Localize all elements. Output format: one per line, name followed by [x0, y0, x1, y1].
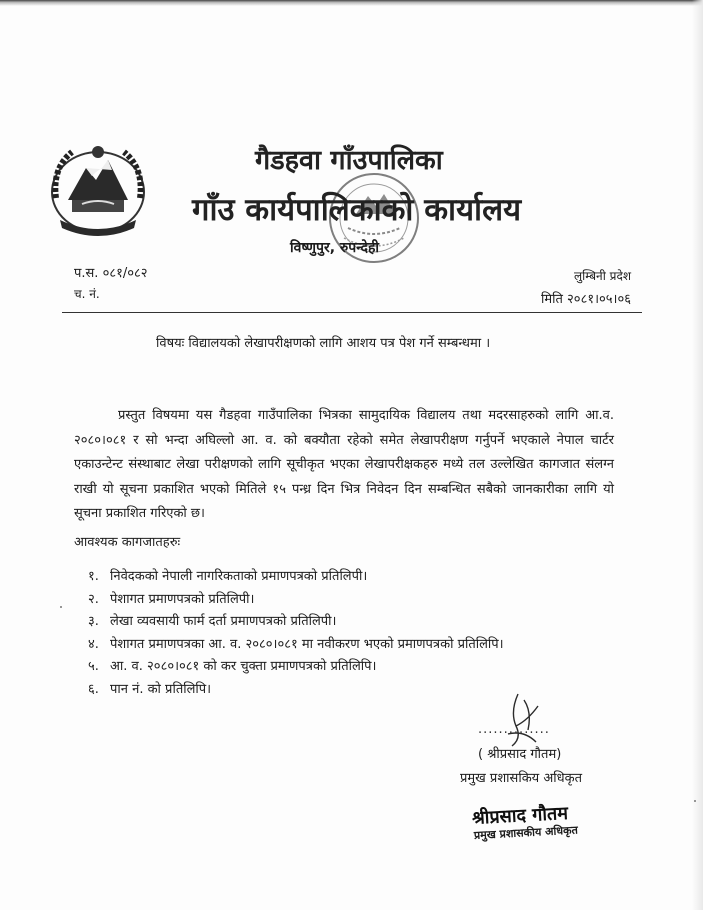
list-item-number: ३. — [88, 614, 99, 630]
required-documents-list — [88, 566, 504, 702]
list-item-number: ६. — [88, 681, 99, 697]
list-item — [88, 656, 504, 679]
letter-date: मिति २०८१।०५।०६ — [541, 292, 631, 307]
required-documents-heading: आवश्यक कागजातहरुः — [74, 535, 181, 550]
list-item — [88, 589, 504, 612]
dispatch-number: च. नं. — [74, 287, 100, 301]
list-item-text: लेखा व्यवसायी फार्म दर्ता प्रमाणपत्रको प्रतिलिपी। — [110, 614, 337, 630]
list-item-number: ५. — [88, 659, 99, 675]
list-item-text: पेशागत प्रमाणपत्रका आ. व. २०८०।०८१ मा नवीकरण भएको प्रमाणपत्रको प्रतिलिपि। — [110, 636, 504, 652]
list-item-text: पान नं. को प्रतिलिपि। — [110, 681, 212, 697]
scan-speck — [694, 800, 696, 802]
office-name: गाँउ कार्यपालिकाको कार्यालय — [192, 192, 522, 228]
list-item-text: आ. व. २०८०।०८१ को कर चुक्ता प्रमाणपत्रको प्रतिलिपि। — [110, 659, 377, 675]
list-item — [88, 679, 504, 702]
signer-name: ( श्रीप्रसाद गौतम) — [478, 747, 562, 762]
signature-line: .............. — [478, 722, 550, 737]
name-stamp: श्रीप्रसाद गौतम — [471, 802, 569, 829]
scan-right-edge — [692, 0, 703, 910]
letter-subject: विषयः विद्यालयको लेखापरीक्षणको लागि आशय पत्र पेश गर्ने सम्बन्धमा । — [156, 336, 491, 351]
list-item-text: पेशागत प्रमाणपत्रको प्रतिलिपी। — [110, 591, 255, 607]
nepal-emblem-icon — [42, 138, 154, 238]
scan-top-edge — [0, 0, 703, 6]
signer-title: प्रमुख प्रशासकिय अधिकृत — [460, 771, 583, 786]
letter-body: प्रस्तुत विषयमा यस गैडहवा गाउँपालिका भित्रका सामुदायिक विद्यालय तथा मदरसाहरुको लागि आ.व. २०८०।०८१ र सो भन्दा अघिल्लो आ. व. को बक्यौता रहेको समेत लेखापरीक्षण गर्नुपर्ने भएकाले नेपाल चार्टर एकाउन्टेन्ट संस्थाबाट लेखा परीक्षणको लागि सूचीकृत भएका लेखापरीक्षकहरु मध्ये तल उल्लेखित कागजात संलग्न राखी यो सूचना प्रकाशित भएको मितिले १५ पन्ध्र दिन भित्र निवेदन दिन सम्बन्धित सबैको जानकारीका लागि यो सूचना प्रकाशित गरिएको छ। — [74, 408, 614, 521]
list-item-text: निवेदकको नेपाली नागरिकताको प्रमाणपत्रको प्रतिलिपी। — [110, 569, 368, 584]
title-stamp: प्रमुख प्रशासकीय अधिकृत — [473, 823, 579, 842]
list-item — [88, 611, 504, 634]
list-item-number: ४. — [88, 636, 99, 652]
list-item-number: १. — [88, 569, 99, 584]
province-name: लुम्बिनी प्रदेश — [574, 269, 631, 283]
list-item-number: २. — [88, 591, 99, 607]
reference-number: प.स. ०८१/०८२ — [74, 266, 148, 281]
header-divider — [62, 312, 642, 313]
list-item — [88, 634, 504, 657]
signature-icon — [488, 690, 558, 750]
office-address: विष्णुपुर, रुपन्देही — [290, 240, 380, 256]
municipality-name: गैडहवा गाँउपालिका — [255, 145, 443, 176]
list-item — [88, 566, 504, 589]
scan-speck — [60, 606, 62, 608]
